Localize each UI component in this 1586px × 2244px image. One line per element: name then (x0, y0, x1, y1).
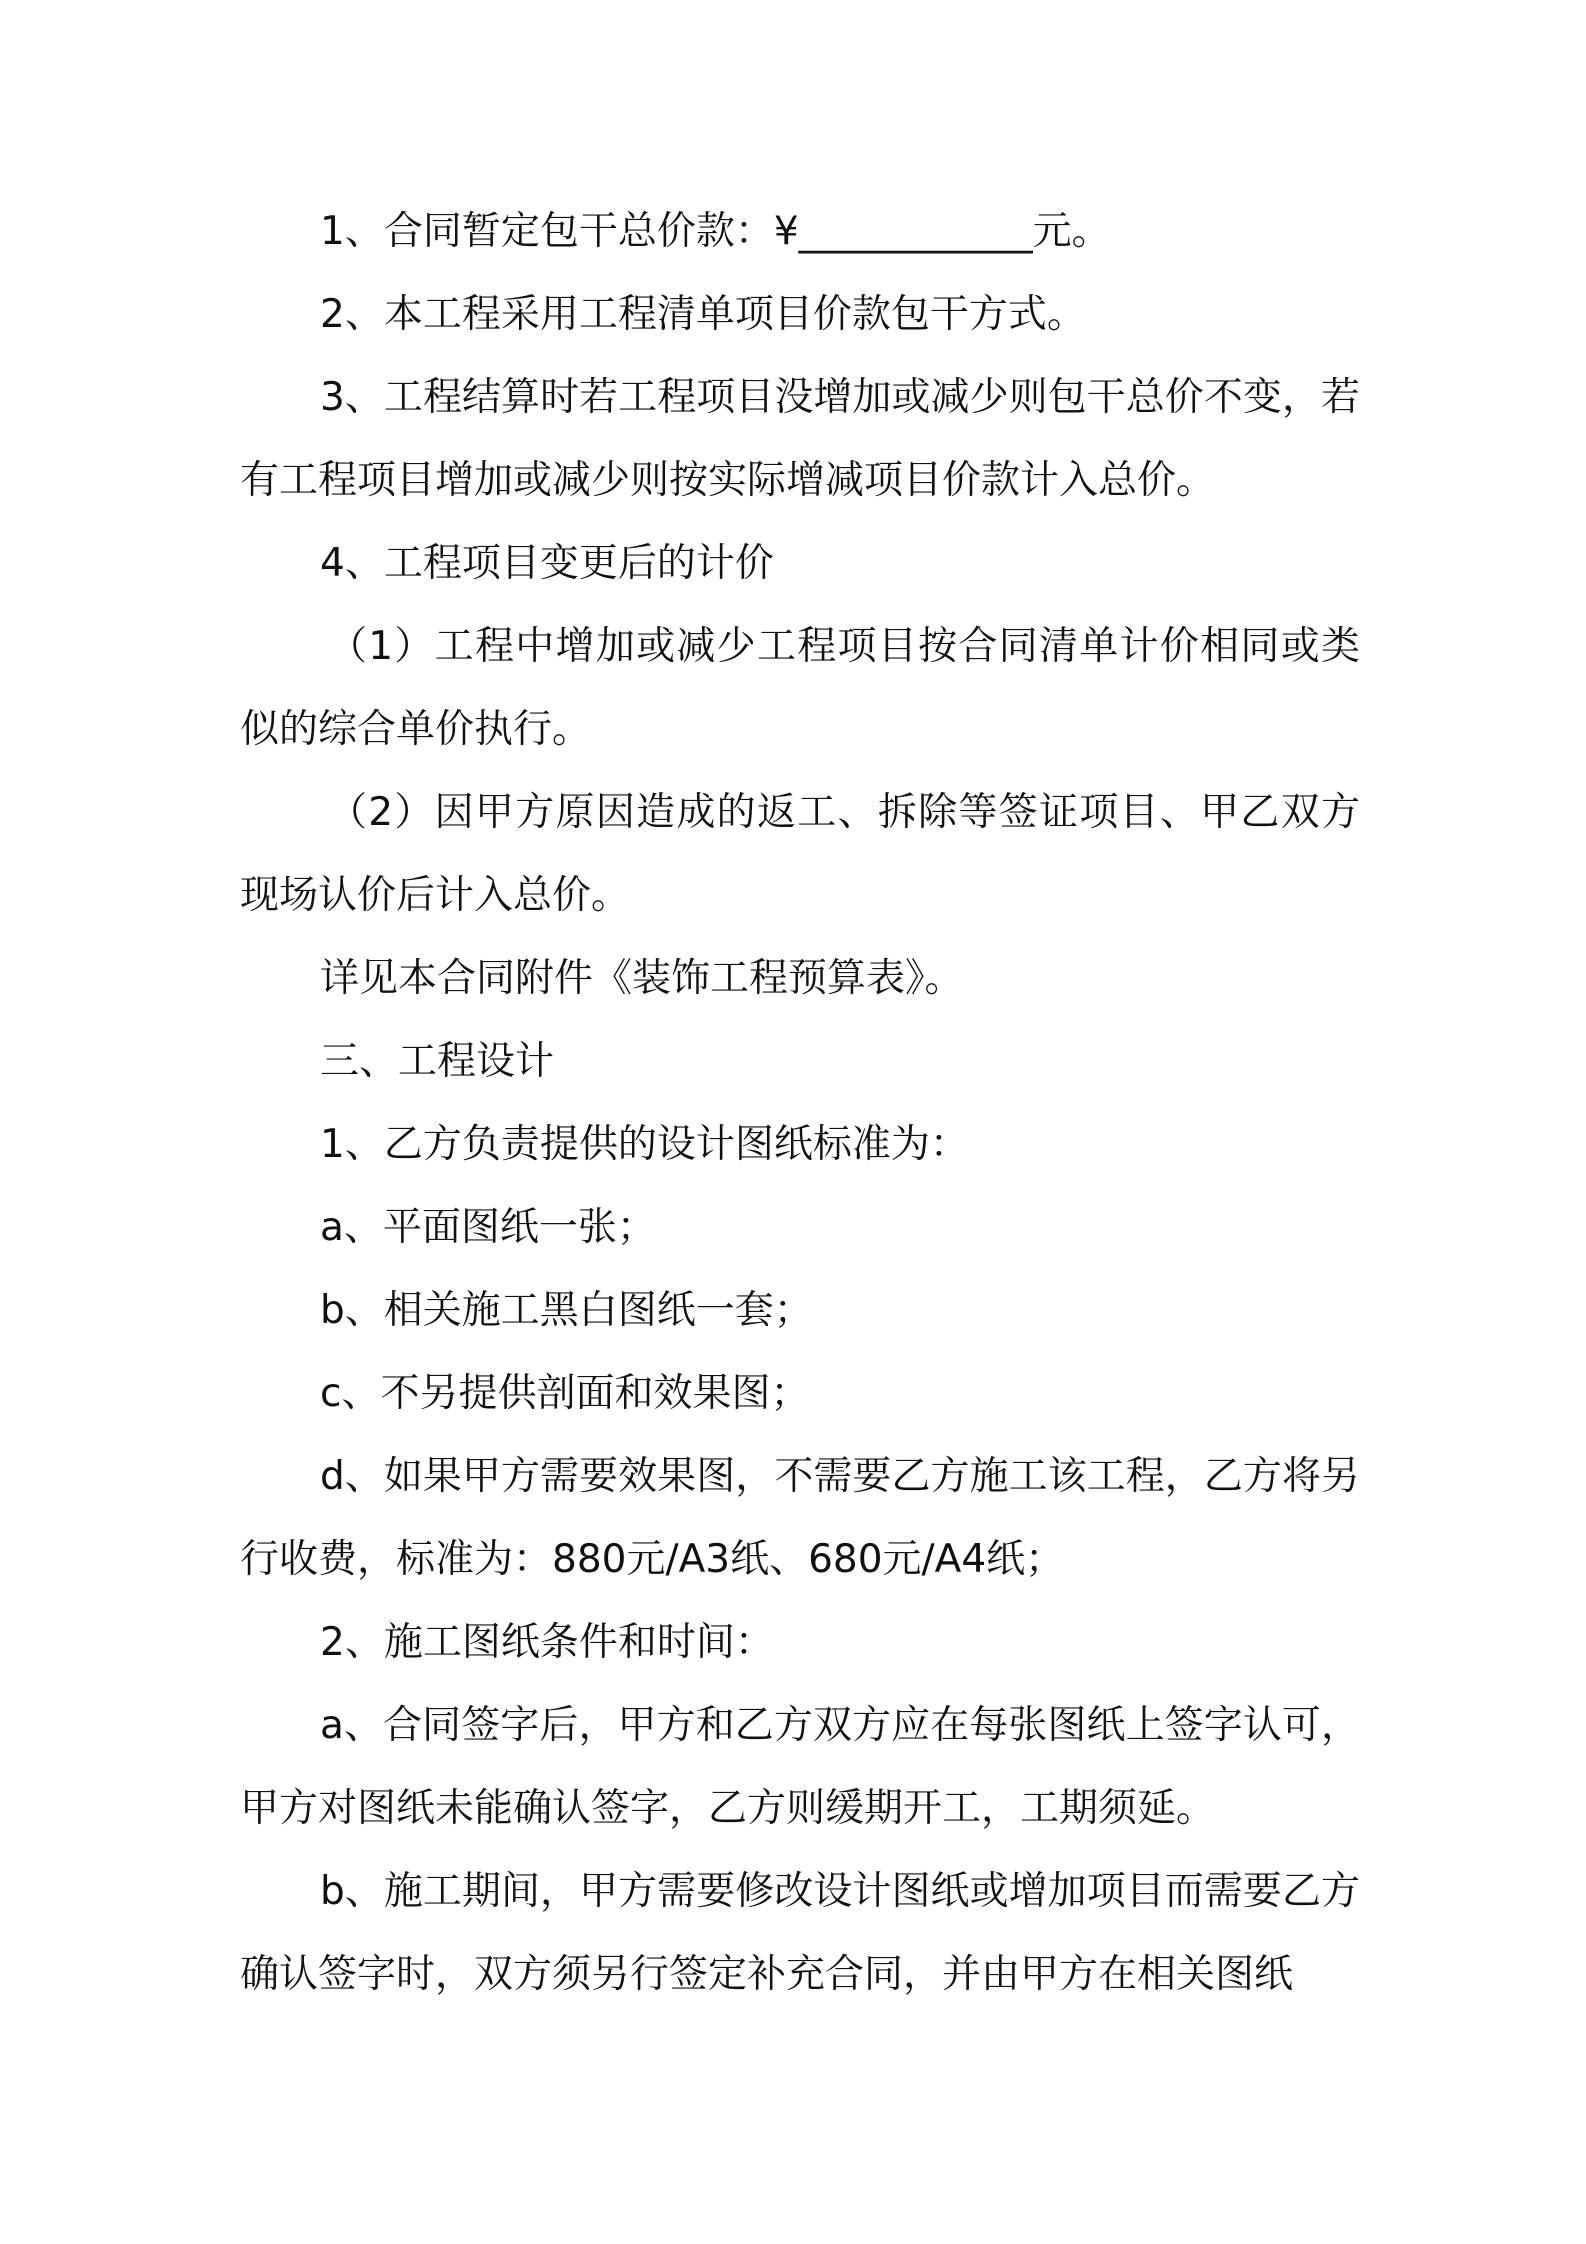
section-heading-design: 三、工程设计 (320, 1039, 555, 1084)
design-item-c: c、不另提供剖面和效果图； (320, 1371, 810, 1416)
contract-price-clause: 1、合同暂定包干总价款：¥____________元。 (320, 209, 1111, 254)
pricing-method-clause: 2、本工程采用工程清单项目价款包干方式。 (320, 292, 1086, 337)
change-pricing-item-1: （1）工程中增加或减少工程项目按合同清单计价相同或类似的综合单价执行。 (240, 624, 1360, 752)
design-item-d: d、如果甲方需要效果图，不需要乙方施工该工程，乙方将另行收费，标准为：880元/A3纸、680元/A4纸； (240, 1454, 1360, 1582)
design-item-b: b、相关施工黑白图纸一套； (320, 1288, 813, 1333)
drawing-condition-b: b、施工期间，甲方需要修改设计图纸或增加项目而需要乙方确认签字时，双方须另行签定补充合同，并由甲方在相关图纸 (240, 1869, 1360, 1997)
design-item-a: a、平面图纸一张； (320, 1205, 656, 1250)
drawing-condition-a: a、合同签字后，甲方和乙方双方应在每张图纸上签字认可，甲方对图纸未能确认签字，乙方则缓期开工，工期须延。 (240, 1703, 1360, 1831)
change-pricing-item-2: （2）因甲方原因造成的返工、拆除等签证项目、甲乙双方现场认价后计入总价。 (240, 790, 1360, 918)
budget-attachment-note: 详见本合同附件《装饰工程预算表》。 (320, 956, 964, 1001)
document-body (240, 190, 1360, 2016)
change-pricing-heading: 4、工程项目变更后的计价 (320, 541, 774, 586)
design-standard-clause: 1、乙方负责提供的设计图纸标准为： (320, 1122, 969, 1167)
drawing-conditions-clause: 2、施工图纸条件和时间： (320, 1620, 774, 1665)
settlement-clause: 3、工程结算时若工程项目没增加或减少则包干总价不变，若有工程项目增加或减少则按实际增减项目价款计入总价。 (240, 375, 1360, 503)
